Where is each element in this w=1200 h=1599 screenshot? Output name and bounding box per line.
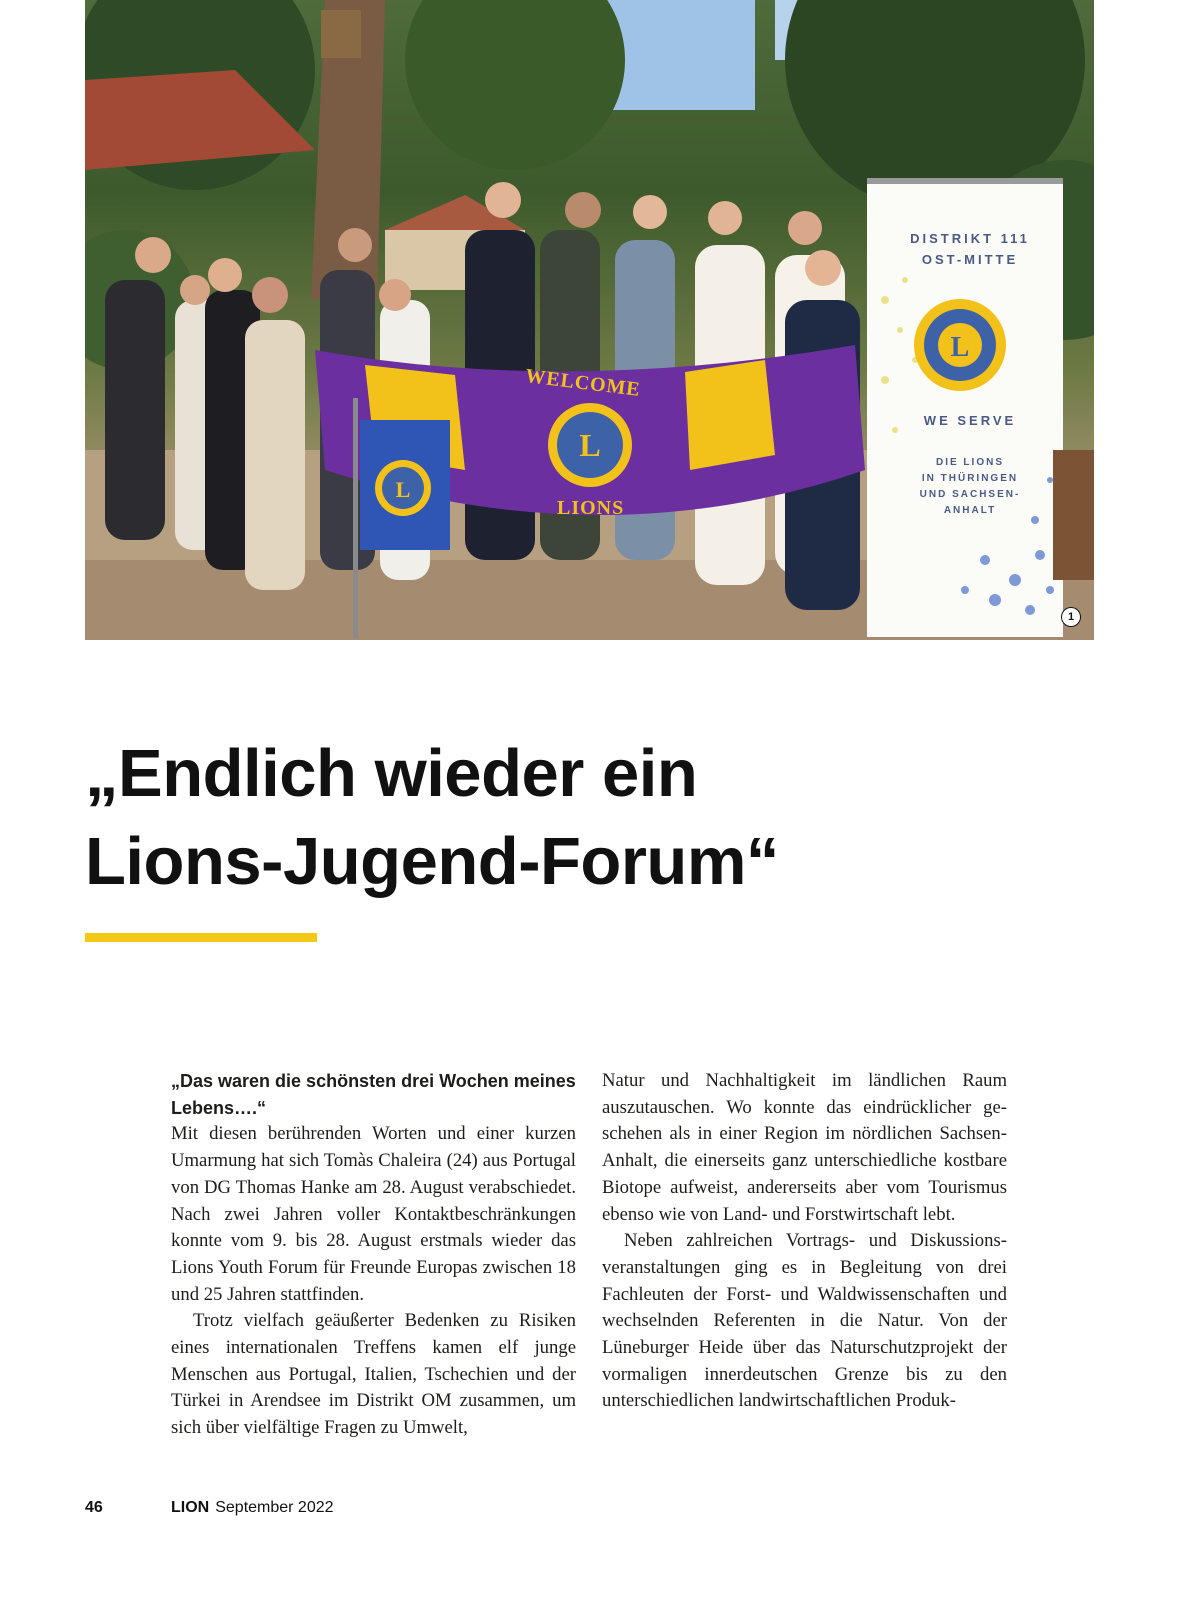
rollup-line-4: ANHALT [943,505,997,516]
flag-lions-text: LIONS [557,497,625,519]
article-paragraph: Trotz vielfach geäußerter Bedenken zu Risiken eines internationalen Treffens kamen elf junge Menschen aus Portugal, Italien, Tschechien und der Türkei in Arendsee im Distrikt OM zusammen, um sich über vielfältige Fragen zu Umwelt, [171,1310,576,1439]
article-headline [85,730,1085,906]
page-number: 46 [85,1499,103,1516]
article-paragraph: Natur und Nachhaltigkeit im ländlichen Raum auszutauschen. Wo konnte das eindrücklicher geschehen als in einer Region im nördlichen Sachsen-Anhalt, die einerseits ganz unterschiedliche kostbare Biotope aufweist, andererseits aber vom Tourismus ebenso wie von Land- und Forstwirtschaft lebt. [602,1070,1007,1225]
photo-illustration [85,0,1094,640]
rollup-line-3: UND SACHSEN- [919,489,1021,500]
svg-text:L: L [395,477,411,502]
article-column-left [171,1068,576,1442]
flag-welcome-text: WELCOME [524,365,642,401]
magazine-footer [171,1499,334,1517]
photo-number-badge: 1 [1062,608,1080,626]
headline-line-1: „Endlich wieder ein [85,736,698,811]
article-lead-quote: „Das waren die schönsten drei Wochen meines Lebens….“ [171,1071,576,1118]
rollup-district: DISTRIKT 111 [910,231,1030,246]
headline-accent-rule [85,933,317,942]
rollup-district-label [885,228,1055,270]
rollup-motto: WE SERVE [923,413,1017,428]
svg-text:L: L [579,427,601,463]
rollup-region: OST-MITTE [921,252,1019,267]
magazine-issue: September 2022 [215,1499,334,1516]
magazine-name: LION [171,1499,210,1516]
group-photo [85,0,1094,640]
article-paragraph: Neben zahlreichen Vortrags- und Diskussionsveranstaltungen ging es in Begleitung von drei Fachleuten der Forst- und Waldwissenschaften und wechselnden Referenten in die Natur. Von der Lüneburger Heide über das Naturschutzprojekt der vormaligen innerdeutschen Grenze bis zu den unterschiedlichen landwirtschaftlichen Produk- [602,1230,1007,1412]
headline-line-2: Lions-Jugend-Forum“ [85,824,779,899]
rollup-line-1: DIE LIONS [935,457,1004,468]
article-paragraph: Mit diesen berührenden Worten und einer kurzen Umarmung hat sich Tomàs Chaleira (24) aus Portugal von DG Thomas Hanke am 28. August verabschiedet. Nach zwei Jahren voller Kontaktbeschränkungen konnte vom 9. bis 28. August erstmals wieder das Lions Youth Forum für Freunde Europas zwischen 18 und 25 Jahren stattfinden. [171,1123,576,1305]
article-column-right [602,1068,1007,1415]
rollup-lions-text [885,455,1055,519]
rollup-line-2: IN THÜRINGEN [921,473,1019,484]
svg-text:L: L [950,332,970,363]
